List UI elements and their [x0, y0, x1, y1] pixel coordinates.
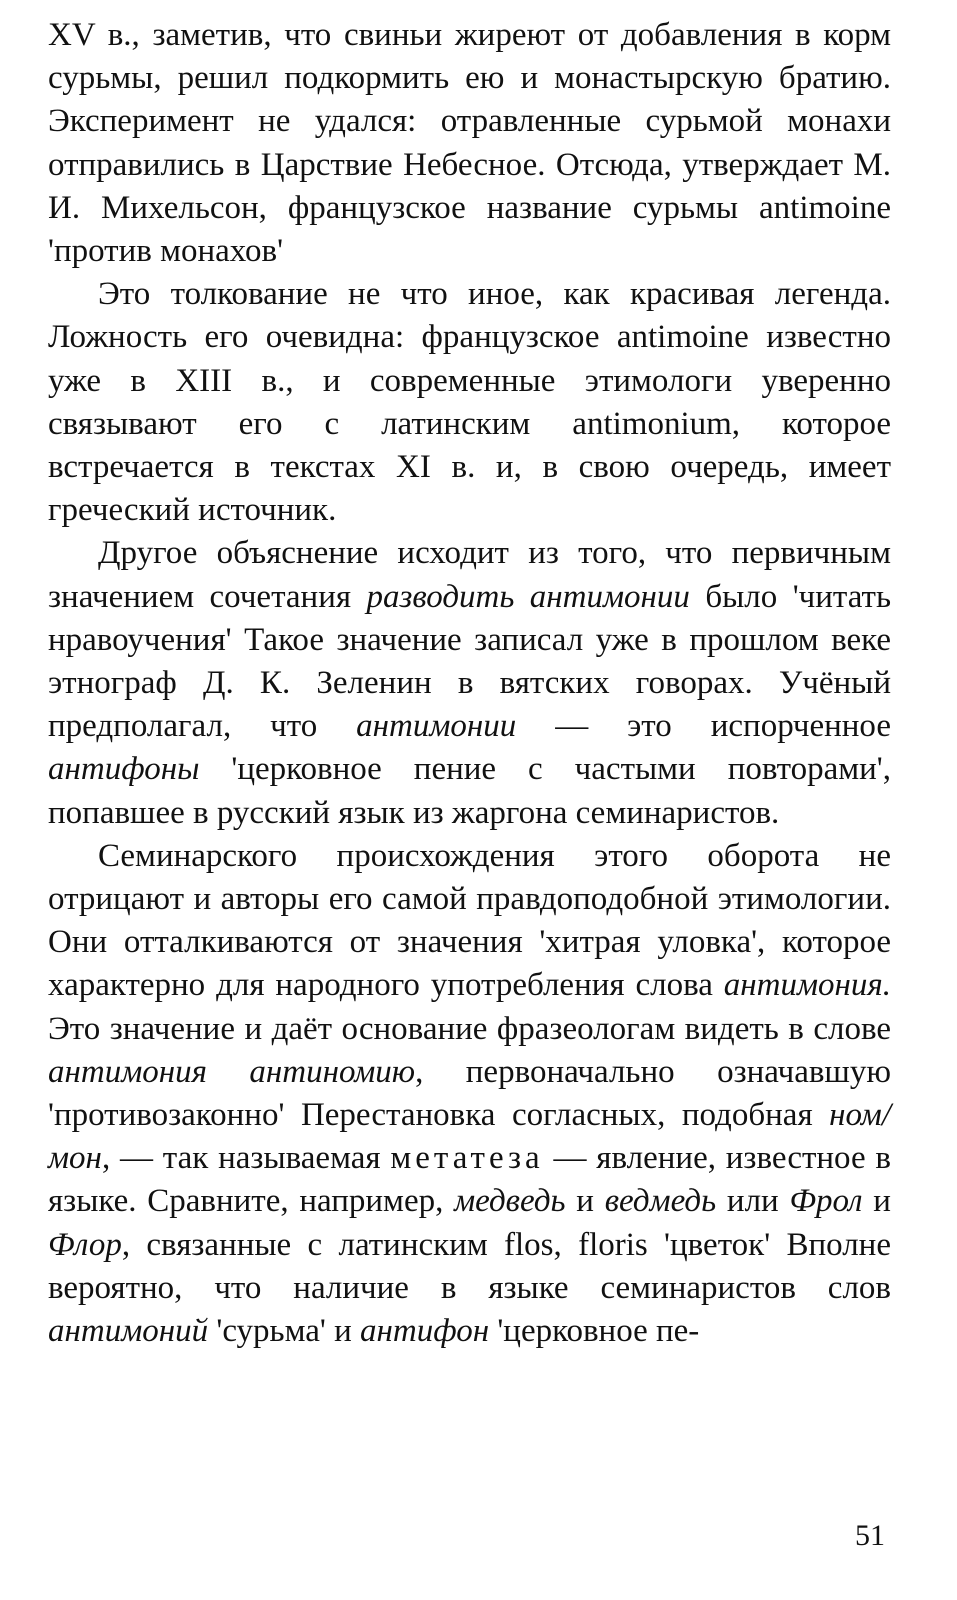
italic-term: медведь — [454, 1183, 566, 1220]
text-run: , первоначально означавшую 'противозаконно' Перестановка согласных, подобная — [48, 1053, 891, 1134]
page-number: 51 — [855, 1519, 885, 1552]
text-run: Другое объяснение исходит из того, что первичным значением сочетания — [48, 535, 891, 615]
italic-term: антифоны — [48, 751, 200, 788]
text-run: Это толкование не что иное, как красивая легенда. Ложность его очевидна: французское antimoine известно уже в XIII в., и современные этимологи уверенно связывают его с латинским antimonium, которое встречается в текстах XI в. и, в свою очередь, имеет греческий источник. — [48, 276, 891, 529]
text-run: — это испорченное — [516, 708, 891, 745]
text-run: Семинарского происхождения этого оборота не отрицают и авторы его самой правдоподобной этимологии. Они отталкиваются от значения 'хитрая уловка', которое характерно для народного употребления слова — [48, 837, 891, 1004]
paragraph-1 — [48, 14, 891, 273]
paragraph-2 — [48, 273, 891, 532]
italic-term: антимония. — [723, 967, 891, 1004]
text-run: или — [716, 1183, 790, 1220]
text-run: и — [565, 1183, 605, 1220]
italic-term: Фрол — [789, 1183, 863, 1220]
paragraph-4 — [48, 835, 891, 1353]
text-run: — явление, известное в языке. Сравните, например, — [48, 1140, 891, 1220]
italic-term: ном/мон — [48, 1097, 891, 1177]
text-body — [48, 14, 891, 1353]
text-run: XV в., заметив, что свиньи жиреют от добавления в корм сурьмы, решил подкормить ею и монастырскую братию. Эксперимент не удался: отравленные сурьмой монахи отправились в Царствие Небесное. Отсюда, утверждает М. И. Михельсон, французское название сурьмы antimoine 'против монахов' — [48, 17, 891, 270]
spaced-term: метатеза — [390, 1140, 544, 1177]
italic-term: антимонии — [356, 708, 517, 745]
italic-term: разводить антимонии — [366, 578, 690, 615]
text-run: и — [862, 1183, 891, 1220]
text-run: 'церковное пение с частыми повторами', попавшее в русский язык из жаргона семинаристов. — [48, 751, 891, 831]
text-run: было 'читать нравоучения' Такое значение записал уже в прошлом веке этнограф Д. К. Зеленин в вятских говорах. Учёный предполагал, что — [48, 578, 891, 745]
italic-term: антимония антиномию — [48, 1053, 416, 1090]
paragraph-3 — [48, 532, 891, 834]
text-run: Это значение и даёт основание фразеологам видеть в слове — [48, 1010, 891, 1047]
text-run: , — так называемая — [101, 1140, 391, 1177]
italic-term: Флор — [48, 1226, 122, 1263]
text-run: , связанные с латинским flos, floris 'цветок' Вполне вероятно, что наличие в языке семинаристов слов — [48, 1226, 891, 1306]
italic-term: ведмедь — [604, 1183, 717, 1220]
text-run: 'церковное пе- — [489, 1313, 700, 1350]
italic-term: антимоний — [48, 1313, 209, 1350]
italic-term: антифон — [360, 1313, 490, 1350]
text-run: 'сурьма' и — [208, 1313, 361, 1350]
